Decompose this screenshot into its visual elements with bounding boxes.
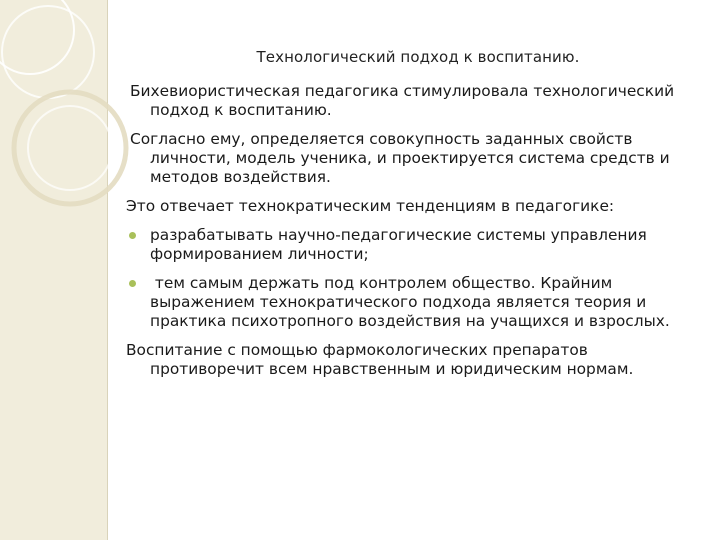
paragraph-behaviorist: Бихевиористическая педагогика стимулировала технологический подход к воспитанию. bbox=[130, 82, 675, 119]
bullet-dot-icon bbox=[129, 232, 136, 239]
bullet-text: разрабатывать научно-педагогические системы управления формированием личности; bbox=[150, 226, 647, 263]
bullet-dot-icon bbox=[129, 280, 136, 287]
bullet-item-management bbox=[126, 226, 706, 264]
slide-body bbox=[126, 82, 706, 389]
side-divider bbox=[107, 0, 108, 540]
paragraph-according: Согласно ему, определяется совокупность заданных свойств личности, модель ученика, и проектируется система средств и методов воздействия. bbox=[130, 130, 670, 186]
paragraph-tendencies: Это отвечает технократическим тенденциям в педагогике: bbox=[126, 197, 615, 215]
bullet-item-control bbox=[126, 274, 706, 331]
side-panel bbox=[0, 0, 107, 540]
slide-title: Технологический подход к воспитанию. bbox=[256, 48, 580, 66]
paragraph-pharmacology: Воспитание с помощью фармокологических препаратов противоречит всем нравственным и юридическим нормам. bbox=[126, 341, 634, 378]
bullet-text: тем самым держать под контролем общество. Крайним выражением технократического подхода является теория и практика психотропного воздействия на учащихся и взрослых. bbox=[150, 274, 670, 330]
